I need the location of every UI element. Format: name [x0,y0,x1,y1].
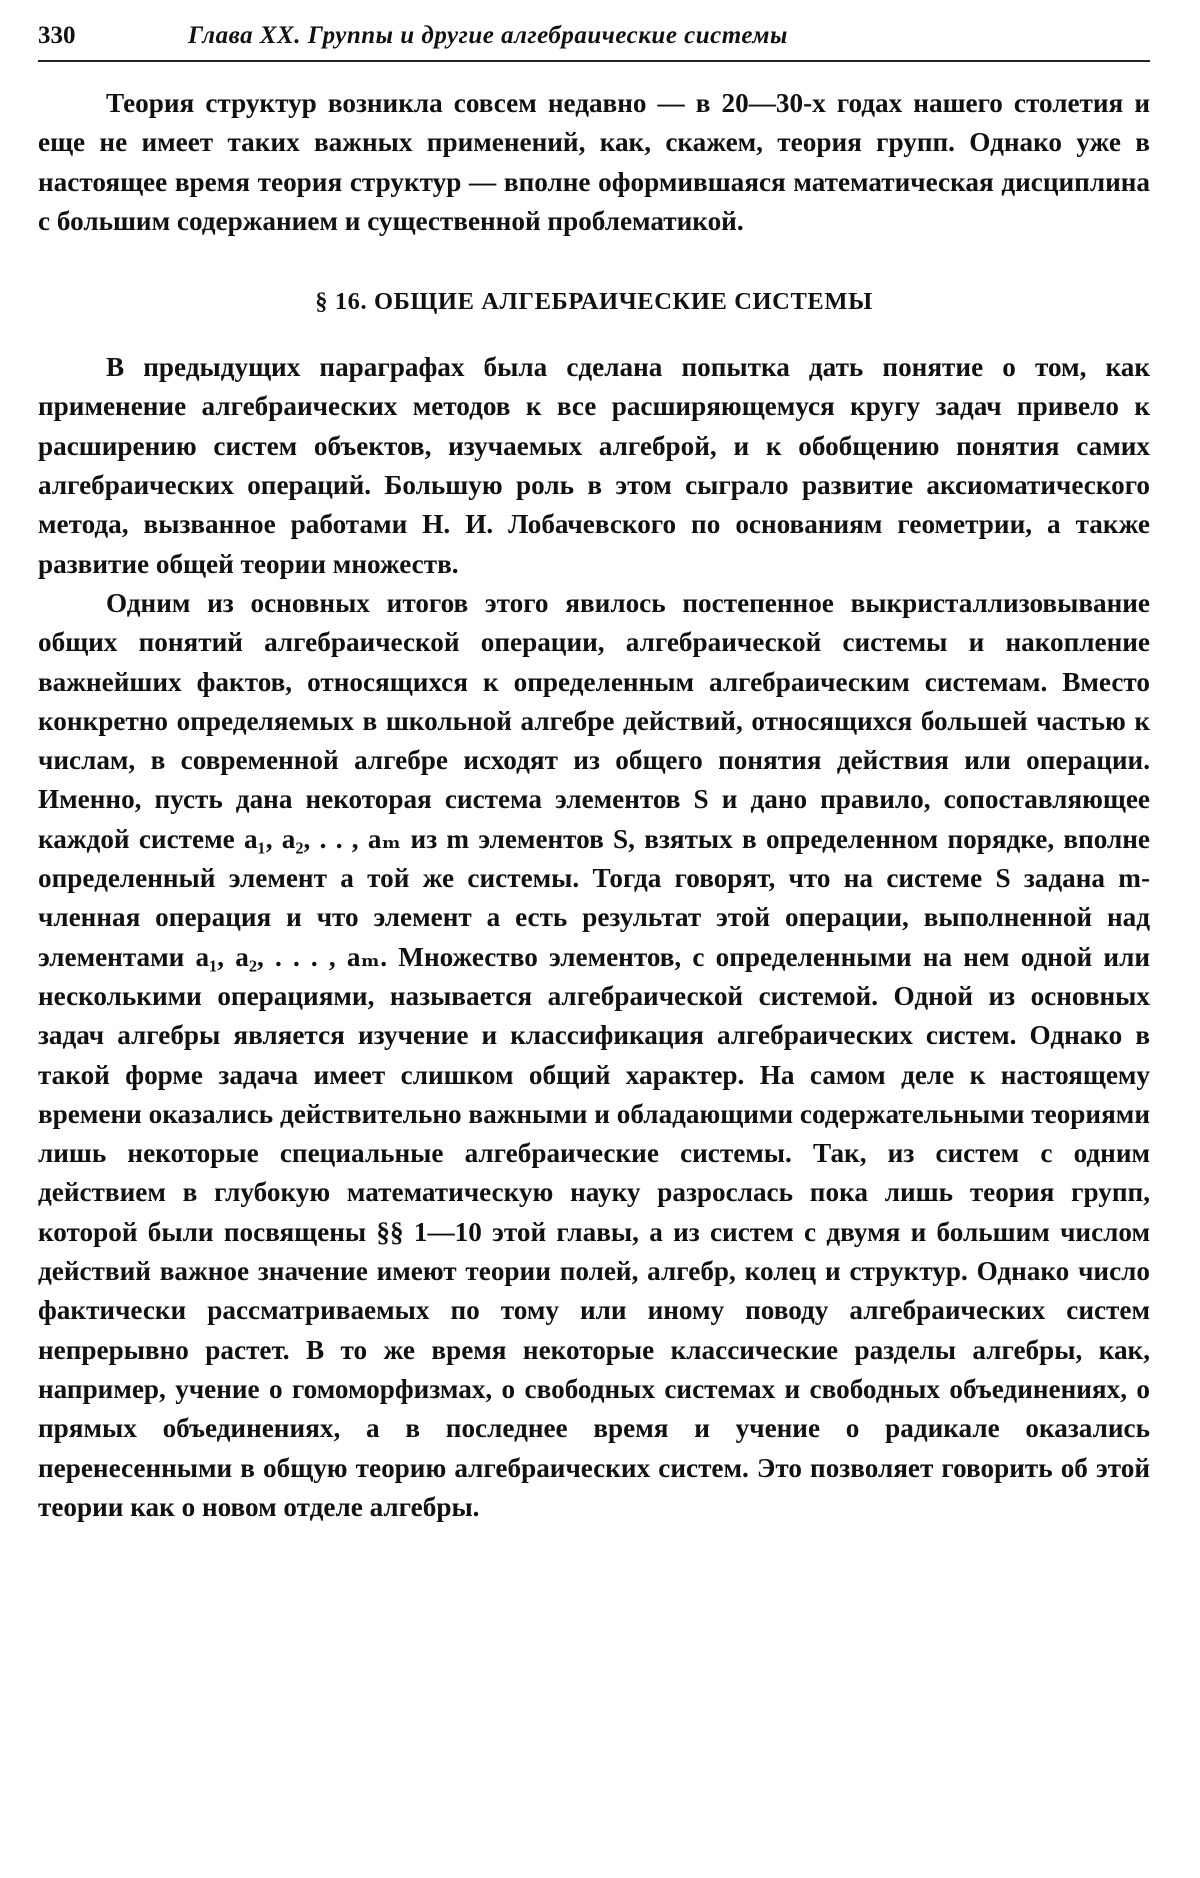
running-head [38,22,1150,56]
chapter-title: Глава XX. Группы и другие алгебраические системы [188,22,788,49]
paragraph-structure-theory: Теория структур возникла совсем недавно — в 20—30-х годах нашего столетия и еще не имеет таких важных применений, как, скажем, теория групп. Однако уже в настоящее время теория структур — вполне оформившаяся математическая дисциплина с большим содержанием и существенной проблематикой. [38,88,1150,236]
paragraph-previous-sections: В предыдущих параграфах была сделана попытка дать понятие о том, как применение алгебраических методов к все расширяющемуся кругу задач привело к расширению систем объектов, изучаемых алгеброй, и к обобщению понятия самих алгебраических операций. Большую роль в этом сыграло развитие аксиоматического метода, вызванное работами Н. И. Лобачевского по основаниям геометрии, а также развитие общей теории множеств. [38,352,1150,579]
paragraph-general-algebraic-systems: Одним из основных итогов этого явилось постепенное выкристаллизовывание общих понятий алгебраической операции, алгебраической системы и накопление важнейших фактов, относящихся к определенным алгебраическим системам. Вместо конкретно определяемых в школьной алгебре действий, относящихся большей частью к числам, в современной алгебре исходят из общего понятия действия или операции. Именно, пусть дана некоторая система элементов S и дано правило, сопоставляющее каждой системе a₁, a₂, . . , aₘ из m элементов S, взятых в определенном порядке, вполне определенный элемент a той же системы. Тогда говорят, что на системе S задана m-членная операция и что элемент a есть результат этой операции, выполненной над элементами a₁, a₂, . . . , aₘ. Множество элементов, с определенными на нем одной или несколькими операциями, называется алгебраической системой. Одной из основных задач алгебры является изучение и классификация алгебраических систем. Однако в такой форме задача имеет слишком общий характер. На самом деле к настоящему времени оказались действительно важными и обладающими содержательными теориями лишь некоторые специальные алгебраические системы. Так, из систем с одним действием в глубокую математическую науку разрослась пока лишь теория групп, которой были посвящены §§ 1—10 этой главы, а из систем с двумя и большим числом действий важное значение имеют теории полей, алгебр, колец и структур. Однако число фактически рассматриваемых по тому или иному поводу алгебраических систем непрерывно растет. В то же время некоторые классические разделы алгебры, как, например, учение о гомоморфизмах, о свободных системах и свободных объединениях, о прямых объединениях, а в последнее время и учение о радикале оказались перенесенными в общую теорию алгебраических систем. Это позволяет говорить об этой теории как о новом отделе алгебры. [38,587,1150,1522]
book-page [38,22,1150,1527]
header-rule [38,60,1150,62]
section-heading: § 16. ОБЩИЕ АЛГЕБРАИЧЕСКИЕ СИСТЕМЫ [315,288,873,316]
page-number: 330 [38,22,76,49]
